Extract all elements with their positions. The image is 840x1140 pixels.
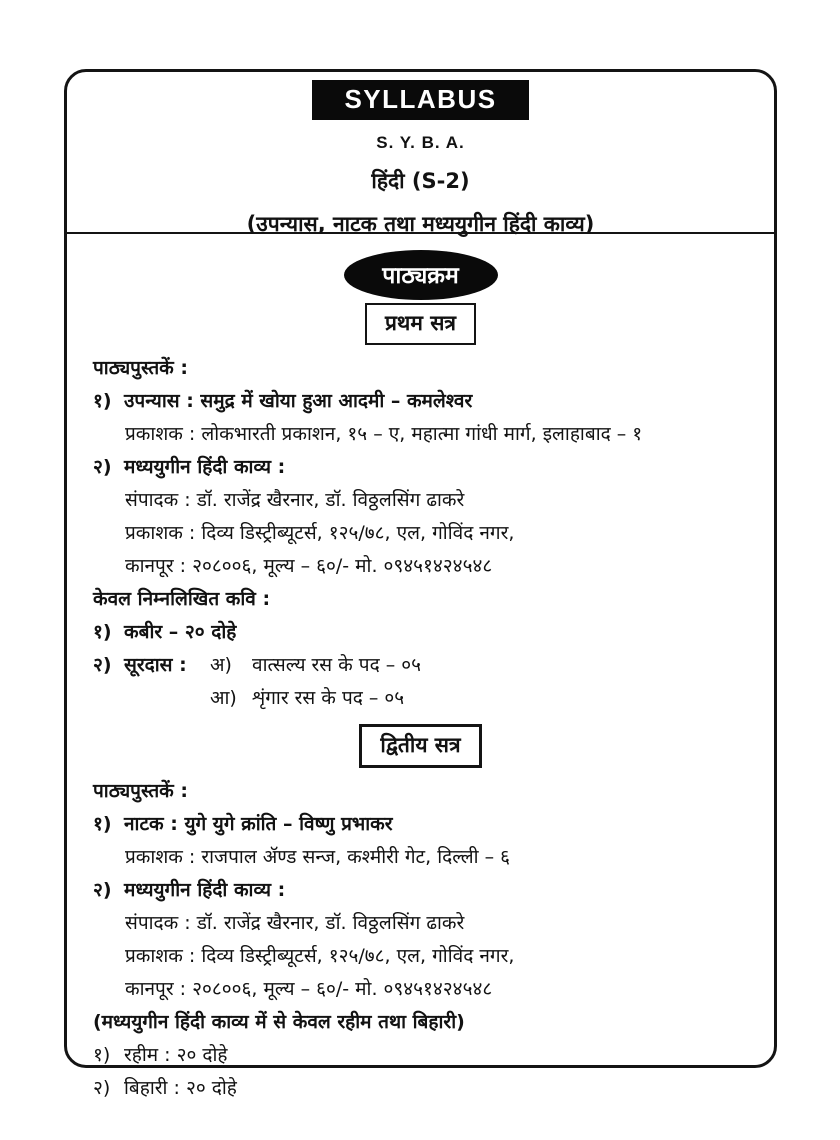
sem2-poet-1 [93,1044,750,1067]
sem2-note: (मध्ययुगीन हिंदी काव्य में से केवल रहीम तथा बिहारी) [93,1011,465,1033]
book-title: मध्ययुगीन हिंदी काव्य : [124,456,286,478]
sem1-book-1-publisher: प्रकाशक : लोकभारती प्रकाशन, १५ – ए, महात्मा गांधी मार्ग, इलाहाबाद – १ [125,423,643,445]
poet-name: बिहारी : २० दोहे [124,1077,237,1099]
sem2-book-2-publisher: प्रकाशक : दिव्य डिस्ट्रीब्यूटर्स, १२५/७८, एल, गोविंद नगर, [125,945,515,967]
sem2-book-2-address: कानपूर : २०८००६, मूल्य – ६०/- मो. ०९४५१४२४५४८ [125,978,493,1000]
item-number: २) [93,456,112,478]
sem1-poet-2-subitem-2 [210,687,750,710]
syllabus-banner: SYLLABUS [312,80,528,120]
sem1-poets-heading: केवल निम्नलिखित कवि : [93,588,271,610]
poet-name: रहीम : २० दोहे [124,1044,228,1066]
sem1-book-2 [93,456,750,479]
sem1-book-2-editor: संपादक : डॉ. राजेंद्र खैरनार, डॉ. विठ्ठलसिंग ढाकरे [125,489,465,511]
subject-title: हिंदी (S-2) [371,169,470,193]
item-number: २) [93,879,112,901]
book-title: मध्ययुगीन हिंदी काव्य : [124,879,286,901]
sem2-poet-2 [93,1077,750,1100]
semester2-content [67,768,774,1100]
semester1-title-row [67,303,774,345]
item-number: १) [93,621,112,643]
subitem-label: आ) [210,687,237,709]
item-number: २) [93,1077,111,1099]
item-number: २) [93,654,112,676]
item-number: १) [93,1044,111,1066]
sem2-book-2 [93,879,750,902]
poet-name: कबीर – २० दोहे [124,621,237,643]
sem1-book-1 [93,390,750,413]
sem1-book-2-publisher: प्रकाशक : दिव्य डिस्ट्रीब्यूटर्स, १२५/७८, एल, गोविंद नगर, [125,522,515,544]
book-title: नाटक : युगे युगे क्रांति – विष्णु प्रभाकर [124,813,393,835]
book-title: उपन्यास : समुद्र में खोया हुआ आदमी – कमलेश्वर [124,390,473,412]
sem2-textbooks-heading: पाठ्यपुस्तकें : [93,780,188,802]
sem1-book-2-address: कानपूर : २०८००६, मूल्य – ६०/- मो. ०९४५१४२४५४८ [125,555,493,577]
header-section [67,72,774,234]
subitem-label: अ) [210,654,232,676]
poet-name: सूरदास : [124,654,187,676]
item-number: १) [93,390,112,412]
sem2-book-2-editor: संपादक : डॉ. राजेंद्र खैरनार, डॉ. विठ्ठलसिंग ढाकरे [125,912,465,934]
curriculum-badge: पाठ्यक्रम [344,250,498,300]
semester2-title: द्वितीय सत्र [359,724,481,768]
semester1-title: प्रथम सत्र [365,303,476,345]
sem1-textbooks-heading: पाठ्यपुस्तकें : [93,357,188,379]
sem1-poet-2 [93,654,750,677]
scope-subtitle: (उपन्यास, नाटक तथा मध्ययुगीन हिंदी काव्य) [246,212,595,236]
banner-row [67,80,774,120]
sem2-book-1 [93,813,750,836]
badge-row [67,250,774,300]
page-border-frame [64,69,777,1099]
sem2-book-1-publisher: प्रकाशक : राजपाल ॲण्ड सन्ज, कश्मीरी गेट, दिल्ली – ६ [125,846,511,868]
subitem-text: शृंगार रस के पद – ०५ [252,687,405,709]
sem1-poet-1 [93,621,750,644]
item-number: १) [93,813,112,835]
course-name: S. Y. B. A. [376,133,465,152]
semester2-title-row [67,724,774,768]
subitem-text: वात्सल्य रस के पद – ०५ [252,654,422,676]
semester1-content [67,345,774,710]
